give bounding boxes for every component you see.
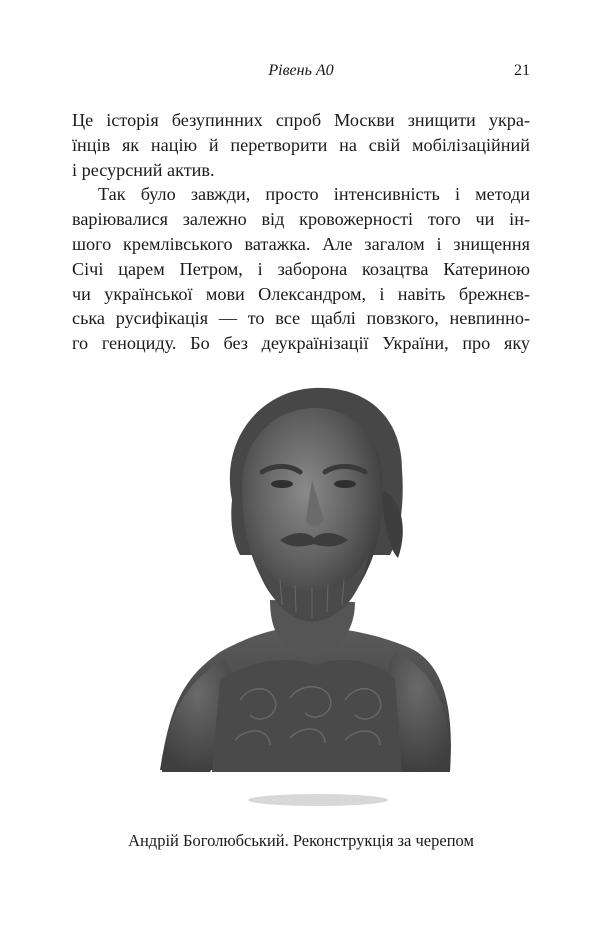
body-text [72,108,530,356]
text-line: Так було завжди, просто інтенсивність і методи [98,184,530,205]
text-line: Це історія безупинних спроб Москви знищити укра- [72,110,530,130]
bust-illustration [140,380,470,810]
figure-caption: Андрій Боголюбський. Реконструкція за черепом [128,831,474,850]
running-header [72,62,530,86]
text-line: Січі царем Петром, і заборона козацтва Катериною [72,258,530,279]
text-line: го геноциду. Бо без деукраїнізації України, про яку [72,333,530,354]
chapter-title: Рівень A0 [268,62,334,79]
text-line: ська русифікація — то все щаблі повзкого, невпинно- [72,308,530,329]
text-line: їнців як націю й перетворити на свій мобілізаційний [72,134,530,155]
bust-photo [140,380,470,810]
text-line: і ресурсний актив. [72,159,215,180]
text-line: варіювалися залежно від кровожерності того чи ін- [72,209,530,230]
page-number: 21 [514,62,530,79]
text-line: чи української мови Олександром, і навіть брежнєв- [72,283,530,304]
text-line: шого кремлівського ватажка. Але загалом і знищення [72,233,530,254]
